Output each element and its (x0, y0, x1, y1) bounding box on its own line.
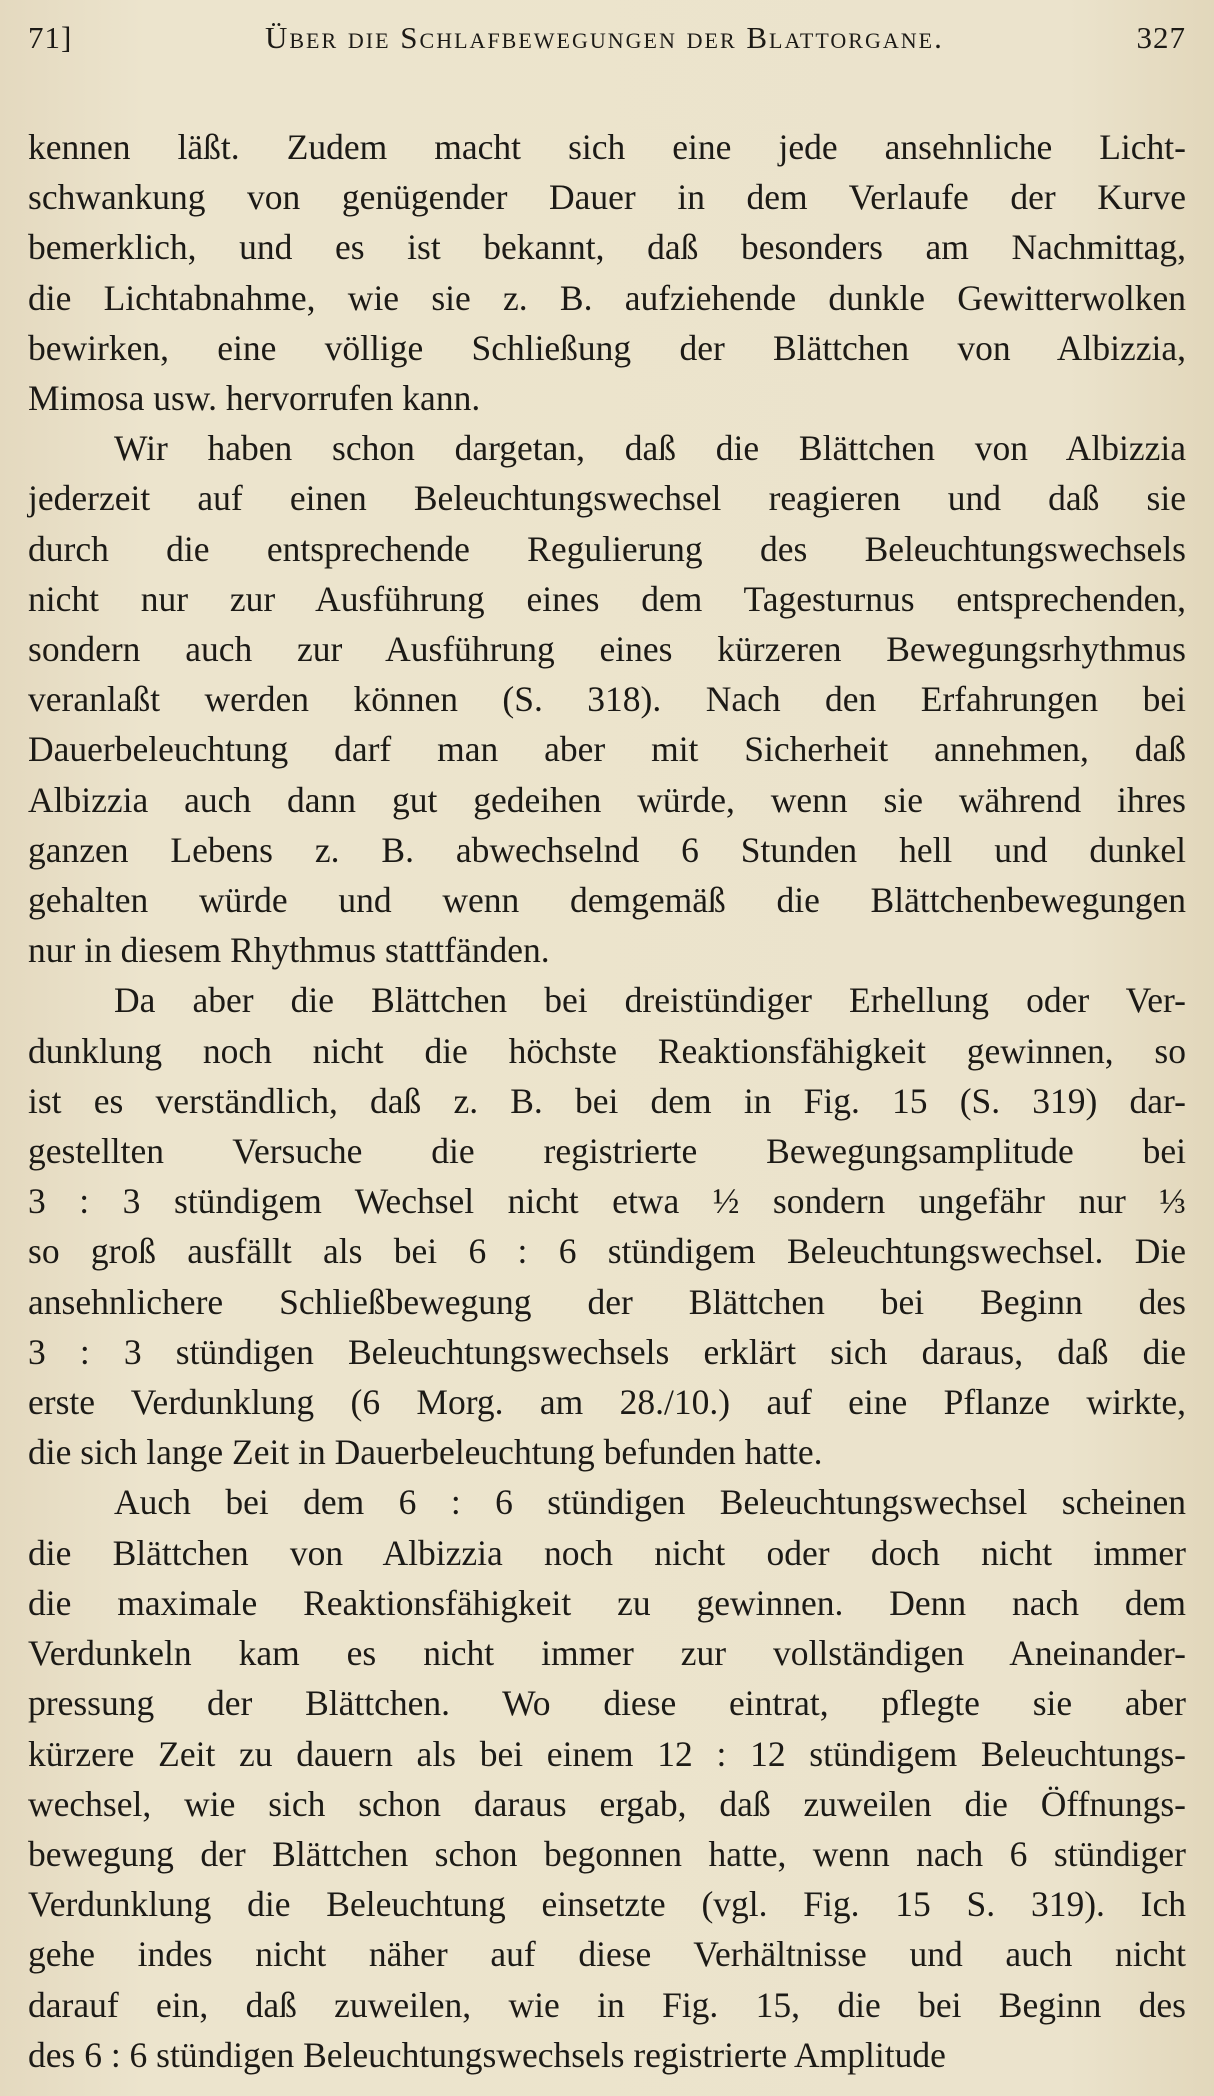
text-line: veranlaßt werden können (S. 318). Nach den Erfahrungen bei (28, 679, 1186, 720)
text-line: bewegung der Blättchen schon begonnen hatte, wenn nach 6 stündiger (28, 1833, 1186, 1874)
text-line: Verdunkeln kam es nicht immer zur vollständigen Aneinander- (28, 1633, 1186, 1674)
text-line: gehe indes nicht näher auf diese Verhältnisse und auch nicht (28, 1934, 1186, 1975)
text-line: Albizzia auch dann gut gedeihen würde, wenn sie während ihres (28, 779, 1186, 820)
text-line: Wir haben schon dargetan, daß die Blättchen von Albizzia (114, 428, 1186, 469)
text-line: dunklung noch nicht die höchste Reaktionsfähigkeit gewinnen, so (28, 1030, 1186, 1071)
text-line: Auch bei dem 6 : 6 stündigen Beleuchtungswechsel scheinen (114, 1482, 1186, 1523)
text-line: die Blättchen von Albizzia noch nicht oder doch nicht immer (28, 1532, 1186, 1573)
text-line: darauf ein, daß zuweilen, wie in Fig. 15, die bei Beginn des (28, 1984, 1186, 2025)
text-line: bewirken, eine völlige Schließung der Blättchen von Albizzia, (28, 327, 1186, 368)
text-line: schwankung von genügender Dauer in dem Verlaufe der Kurve (28, 177, 1186, 218)
text-line: Da aber die Blättchen bei dreistündiger Erhellung oder Ver- (114, 980, 1186, 1021)
paragraph (28, 423, 1186, 975)
text-line: ansehnlichere Schließbewegung der Blättchen bei Beginn des (28, 1281, 1186, 1322)
text-line: 3 : 3 stündigen Beleuchtungswechsels erklärt sich daraus, daß die (28, 1331, 1186, 1372)
running-head (28, 20, 1186, 78)
page-number: 327 (1136, 20, 1186, 55)
text-line: gestellten Versuche die registrierte Bewegungsamplitude bei (28, 1131, 1186, 1172)
running-title: Über die Schlafbewegungen der Blattorgane. (264, 20, 944, 55)
text-line: gehalten würde und wenn demgemäß die Blättchenbewegungen (28, 880, 1186, 921)
chapter-marker: 71] (28, 20, 73, 55)
text-line: kennen läßt. Zudem macht sich eine jede ansehnliche Licht- (28, 127, 1186, 167)
text-line: kürzere Zeit zu dauern als bei einem 12 : 12 stündigem Beleuchtungs- (28, 1733, 1186, 1774)
text-line: nur in diesem Rhythmus stattfänden. (28, 930, 550, 971)
text-line: durch die entsprechende Regulierung des Beleuchtungswechsels (28, 528, 1186, 569)
text-line: 3 : 3 stündigem Wechsel nicht etwa ½ sondern ungefähr nur ⅓ (28, 1181, 1186, 1222)
body-text (28, 122, 1186, 2080)
text-line: wechsel, wie sich schon daraus ergab, daß zuweilen die Öffnungs- (28, 1783, 1186, 1824)
text-line: die maximale Reaktionsfähigkeit zu gewinnen. Denn nach dem (28, 1582, 1186, 1623)
text-line: so groß ausfällt als bei 6 : 6 stündigem Beleuchtungswechsel. Die (28, 1231, 1186, 1272)
text-line: nicht nur zur Ausführung eines dem Tagesturnus entsprechenden, (28, 578, 1186, 619)
text-line: ganzen Lebens z. B. abwechselnd 6 Stunden hell und dunkel (28, 829, 1186, 870)
text-line: erste Verdunklung (6 Morg. am 28./10.) auf eine Pflanze wirkte, (28, 1382, 1186, 1423)
text-line: Verdunklung die Beleuchtung einsetzte (vgl. Fig. 15 S. 319). Ich (28, 1884, 1186, 1925)
text-line: die Lichtabnahme, wie sie z. B. aufziehende dunkle Gewitterwolken (28, 277, 1186, 318)
text-line: jederzeit auf einen Beleuchtungswechsel reagieren und daß sie (28, 478, 1186, 519)
text-line: Mimosa usw. hervorrufen kann. (28, 378, 481, 419)
text-line: sondern auch zur Ausführung eines kürzeren Bewegungsrhythmus (28, 629, 1186, 670)
paragraph (28, 975, 1186, 1477)
text-line: pressung der Blättchen. Wo diese eintrat, pflegte sie aber (28, 1683, 1186, 1724)
text-line: die sich lange Zeit in Dauerbeleuchtung befunden hatte. (28, 1432, 823, 1473)
paragraph (28, 122, 1186, 423)
paragraph (28, 1477, 1186, 2079)
text-line: des 6 : 6 stündigen Beleuchtungswechsels registrierte Amplitude (28, 2034, 946, 2075)
text-line: bemerklich, und es ist bekannt, daß besonders am Nachmittag, (28, 227, 1186, 268)
text-line: ist es verständlich, daß z. B. bei dem in Fig. 15 (S. 319) dar- (28, 1080, 1186, 1121)
text-line: Dauerbeleuchtung darf man aber mit Sicherheit annehmen, daß (28, 729, 1186, 770)
